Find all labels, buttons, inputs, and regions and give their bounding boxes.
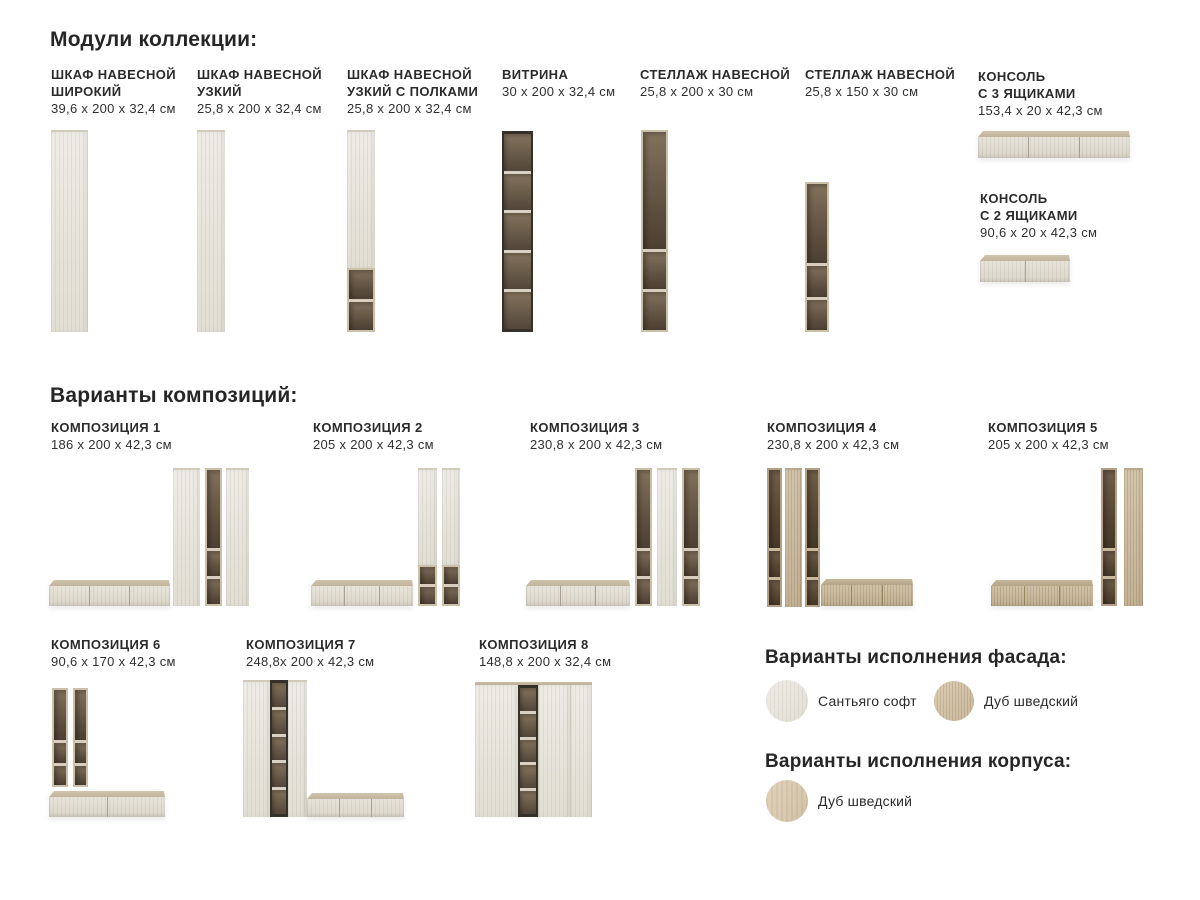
module-5-dims: 25,8 x 200 x 30 см	[640, 84, 754, 99]
facade-swatch-santiago-soft-label: Сантьяго софт	[818, 693, 917, 709]
composition-4-shelf-unit-left	[767, 468, 782, 607]
module-1-image	[51, 130, 88, 332]
module-3-image	[347, 130, 375, 332]
module-1-name-2: ШИРОКИЙ	[51, 84, 122, 99]
composition-7-cabinet-left	[243, 680, 270, 817]
composition-1-console	[49, 580, 170, 606]
composition-4-cabinet	[785, 468, 802, 607]
body-swatch-oak-swedish	[766, 780, 808, 822]
module-5-label	[640, 66, 790, 100]
composition-8-cabinet-wide	[475, 685, 518, 817]
composition-7-vitrina	[270, 680, 288, 817]
composition-1-cabinet-left	[173, 468, 200, 606]
composition-1-name: КОМПОЗИЦИЯ 1	[51, 420, 161, 435]
composition-2-cabinet-right	[442, 468, 460, 606]
module-1-dims: 39,6 x 200 x 32,4 см	[51, 101, 176, 116]
composition-8-name: КОМПОЗИЦИЯ 8	[479, 637, 589, 652]
module-2-name-2: УЗКИЙ	[197, 84, 242, 99]
body-swatch-oak-swedish-label: Дуб шведский	[818, 793, 913, 809]
module-7-name-2: С 3 ЯЩИКАМИ	[978, 86, 1076, 101]
composition-5-image	[990, 466, 1144, 607]
composition-5-cabinet	[1124, 468, 1143, 606]
composition-1-image	[48, 466, 250, 607]
composition-7-console	[307, 793, 404, 817]
facade-swatch-oak-swedish	[934, 681, 974, 721]
composition-4-dims: 230,8 x 200 x 42,3 см	[767, 437, 900, 452]
composition-2-console	[311, 580, 413, 606]
composition-1-label	[51, 419, 172, 453]
module-3-name: ШКАФ НАВЕСНОЙ	[347, 67, 473, 82]
composition-7-label	[246, 636, 374, 670]
composition-3-shelf-unit-left	[635, 468, 652, 606]
composition-2-cabinet-left	[418, 468, 437, 606]
composition-6-dims: 90,6 x 170 x 42,3 см	[51, 654, 176, 669]
module-4-image	[502, 131, 533, 332]
composition-3-dims: 230,8 x 200 x 42,3 см	[530, 437, 663, 452]
module-2-name: ШКАФ НАВЕСНОЙ	[197, 67, 323, 82]
composition-3-label	[530, 419, 662, 453]
composition-7-cabinet-right	[288, 680, 307, 817]
composition-6-shelf-unit-left	[52, 688, 68, 787]
composition-5-label	[988, 419, 1109, 453]
composition-3-name: КОМПОЗИЦИЯ 3	[530, 420, 640, 435]
module-3-label	[347, 66, 478, 117]
composition-3-cabinet	[657, 468, 677, 606]
facade-swatch-oak-swedish-label: Дуб шведский	[984, 693, 1079, 709]
module-5-image	[641, 130, 668, 332]
module-8-label	[980, 190, 1097, 241]
composition-8-cabinet-right	[570, 685, 592, 817]
composition-1-shelf-unit	[205, 468, 222, 606]
composition-4-image	[765, 466, 915, 607]
composition-2-name: КОМПОЗИЦИЯ 2	[313, 420, 423, 435]
module-8-dims: 90,6 x 20 x 42,3 см	[980, 225, 1098, 240]
composition-4-label	[767, 419, 899, 453]
composition-8-cabinet-middle	[538, 685, 570, 817]
composition-4-console	[821, 579, 913, 606]
composition-3-shelf-unit-right	[682, 468, 700, 606]
module-3-dims: 25,8 x 200 x 32,4 см	[347, 101, 472, 116]
composition-3-image	[525, 466, 702, 607]
composition-6-image	[48, 686, 168, 818]
module-3-name-2: УЗКИЙ С ПОЛКАМИ	[347, 84, 479, 99]
module-3-open-shelves	[347, 268, 375, 332]
module-7-image	[978, 131, 1130, 158]
module-8-name-2: С 2 ЯЩИКАМИ	[980, 208, 1078, 223]
composition-8-label	[479, 636, 611, 670]
composition-6-name: КОМПОЗИЦИЯ 6	[51, 637, 161, 652]
composition-2-image	[310, 466, 462, 607]
composition-7-dims: 248,8x 200 x 42,3 см	[246, 654, 375, 669]
module-6-image	[805, 182, 829, 332]
module-4-name: ВИТРИНА	[502, 67, 569, 82]
module-4-dims: 30 x 200 x 32,4 см	[502, 84, 616, 99]
composition-2-dims: 205 x 200 x 42,3 см	[313, 437, 434, 452]
composition-7-image	[243, 680, 404, 818]
module-7-dims: 153,4 x 20 x 42,3 см	[978, 103, 1103, 118]
composition-8-dims: 148,8 x 200 x 32,4 см	[479, 654, 612, 669]
module-2-image	[197, 130, 225, 332]
composition-1-cabinet-right	[226, 468, 249, 606]
composition-4-name: КОМПОЗИЦИЯ 4	[767, 420, 877, 435]
composition-6-console	[49, 791, 165, 817]
composition-7-name: КОМПОЗИЦИЯ 7	[246, 637, 356, 652]
module-6-label	[805, 66, 955, 100]
modules-section-title: Модули коллекции:	[50, 28, 258, 51]
composition-6-label	[51, 636, 176, 670]
composition-2-label	[313, 419, 434, 453]
composition-1-dims: 186 x 200 x 42,3 см	[51, 437, 172, 452]
composition-5-name: КОМПОЗИЦИЯ 5	[988, 420, 1098, 435]
body-finishes-title: Варианты исполнения корпуса:	[765, 751, 1072, 772]
module-7-name: КОНСОЛЬ	[978, 69, 1046, 84]
composition-5-dims: 205 x 200 x 42,3 см	[988, 437, 1109, 452]
module-8-image	[980, 255, 1070, 282]
facade-swatch-santiago-soft	[766, 680, 808, 722]
module-6-name: СТЕЛЛАЖ НАВЕСНОЙ	[805, 67, 956, 82]
module-7-label	[978, 68, 1103, 119]
module-2-label	[197, 66, 322, 117]
module-8-name: КОНСОЛЬ	[980, 191, 1048, 206]
composition-8-vitrina	[518, 685, 538, 817]
composition-8-image	[475, 682, 592, 817]
module-5-name: СТЕЛЛАЖ НАВЕСНОЙ	[640, 67, 791, 82]
compositions-section-title: Варианты композиций:	[50, 384, 298, 407]
composition-6-shelf-unit-right	[73, 688, 88, 787]
module-6-dims: 25,8 x 150 x 30 см	[805, 84, 919, 99]
composition-5-console	[991, 580, 1093, 606]
composition-3-console	[526, 580, 630, 606]
module-2-dims: 25,8 x 200 x 32,4 см	[197, 101, 322, 116]
module-1-label	[51, 66, 176, 117]
module-1-name: ШКАФ НАВЕСНОЙ	[51, 67, 177, 82]
module-4-label	[502, 66, 615, 100]
composition-5-shelf-unit	[1101, 468, 1117, 606]
facade-finishes-title: Варианты исполнения фасада:	[765, 647, 1067, 668]
module-3-door-panel	[347, 130, 375, 268]
composition-4-shelf-unit-right	[805, 468, 820, 607]
